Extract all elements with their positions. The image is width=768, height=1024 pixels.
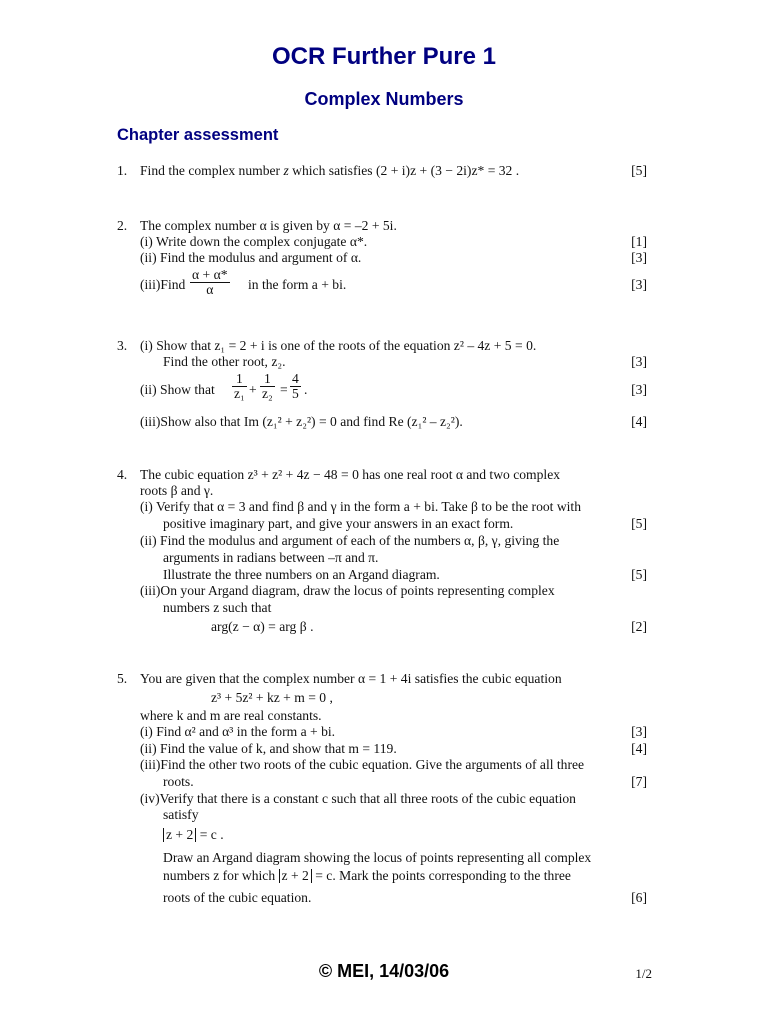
marks: [5] (631, 516, 647, 531)
marks: [5] (631, 567, 647, 582)
absolute-value: z + 2 (163, 828, 196, 842)
marks: [3] (631, 250, 647, 265)
question-5-line: (iv)Verify that there is a constant c such that all three roots of the cubic equation (140, 791, 576, 806)
question-4-number: 4. (117, 467, 128, 482)
question-5-line: satisfy (163, 807, 199, 822)
question-5-line: numbers z for which z + 2 = c. Mark the points corresponding to the three (163, 868, 571, 883)
question-4-line: (i) Verify that α = 3 and find β and γ in the form a + bi. Take β to be the root with (140, 499, 582, 514)
question-4-line: roots β and γ. (140, 483, 214, 498)
question-5-line: (iii)Find the other two roots of the cubic equation. Give the arguments of all three (140, 757, 585, 772)
question-5-line: (ii) Find the value of k, and show that m = 119. [4] (140, 741, 647, 756)
question-5-line: You are given that the complex number α = 1 + 4i satisfies the cubic equation (140, 671, 562, 686)
question-3-part: Find the other root, z₂. [3] (163, 354, 647, 369)
question-2-stem: The complex number α is given by α = –2 + 5i. (140, 218, 397, 233)
fraction: $\frac{1}{\text{z₂}}$ (262, 371, 273, 401)
section-heading: Chapter assessment (117, 126, 279, 144)
question-4-line: positive imaginary part, and give your answers in an exact form. [5] (163, 516, 647, 531)
question-1-number: 1. (117, 163, 128, 178)
fraction: $\frac{\alpha + \alpha*}{\alpha}$ (192, 267, 228, 297)
question-5-line: (i) Find α² and α³ in the form a + bi. [3] (140, 724, 647, 739)
absolute-value: z + 2 (279, 869, 312, 883)
fraction: $\frac{4}{5}$ (292, 371, 299, 401)
question-5-number: 5. (117, 671, 128, 686)
question-2-part: (iii)Find $\frac{\alpha + \alpha*}{\alpha}$ in the form a + bi. [3] (140, 267, 647, 297)
question-5-line: roots. [7] (163, 774, 647, 789)
question-5-line: where k and m are real constants. (140, 708, 322, 723)
marks: [7] (631, 774, 647, 789)
question-4-line: Illustrate the three numbers on an Argand diagram. [5] (163, 567, 647, 582)
question-4-line: arg(z − α) = arg β . [2] (211, 619, 647, 634)
question-4-line: The cubic equation z³ + z² + 4z − 48 = 0 has one real root α and two complex (140, 467, 561, 482)
question-3-number: 3. (117, 338, 128, 353)
marks: [5] (631, 163, 647, 178)
fraction: $\frac{1}{\text{z₁}}$ (234, 371, 245, 401)
question-2-part: (i) Write down the complex conjugate α*. [1] (140, 234, 647, 249)
page-title: OCR Further Pure 1 (271, 43, 497, 70)
question-5-modulus-equation: z + 2 = c . (163, 827, 647, 843)
question-3-part: (i) Show that z₁ = 2 + i is one of the roots of the equation z² – 4z + 5 = 0. (140, 338, 537, 353)
marks: [2] (631, 619, 647, 634)
copyright-footer: © MEI, 14/03/06 (318, 961, 450, 981)
question-2-number: 2. (117, 218, 128, 233)
question-4-line: (ii) Find the modulus and argument of each of the numbers α, β, γ, giving the (140, 533, 560, 548)
question-4-line: arguments in radians between –π and π. (163, 550, 379, 565)
marks: [3] (631, 382, 647, 397)
question-5-line: roots of the cubic equation. [6] (163, 890, 647, 905)
question-4-line: (iii)On your Argand diagram, draw the locus of points representing complex (140, 583, 555, 598)
question-1-equation: (2 + i)z + (3 − 2i)z* = 32 (375, 163, 513, 178)
question-4-line: numbers z such that (163, 600, 272, 615)
marks: [3] (631, 277, 647, 292)
question-3-part: (ii) Show that $\frac{1}{\text{z₁}}$ + $\frac{1}{\text{z₂}}$ = $\frac{4}{5}$ . [3] (140, 371, 647, 401)
page-number: 1/2 (635, 966, 652, 981)
marks: [3] (631, 724, 647, 739)
question-5-line: Draw an Argand diagram showing the locus of points representing all complex (163, 850, 592, 865)
question-2-part: (ii) Find the modulus and argument of α. [3] (140, 250, 647, 265)
page-subtitle: Complex Numbers (304, 89, 464, 109)
marks: [3] (631, 354, 647, 369)
question-5-equation: z³ + 5z² + kz + m = 0 , (211, 690, 333, 705)
question-1: Find the complex number z which satisfies (2 + i)z + (3 − 2i)z* = 32 . [5] (140, 163, 647, 178)
marks: [4] (631, 414, 647, 429)
question-3-part: (iii)Show also that Im (z₁² + z₂²) = 0 and find Re (z₁² – z₂²). [4] (140, 414, 647, 429)
marks: [4] (631, 741, 647, 756)
marks: [1] (631, 234, 647, 249)
marks: [6] (631, 890, 647, 905)
